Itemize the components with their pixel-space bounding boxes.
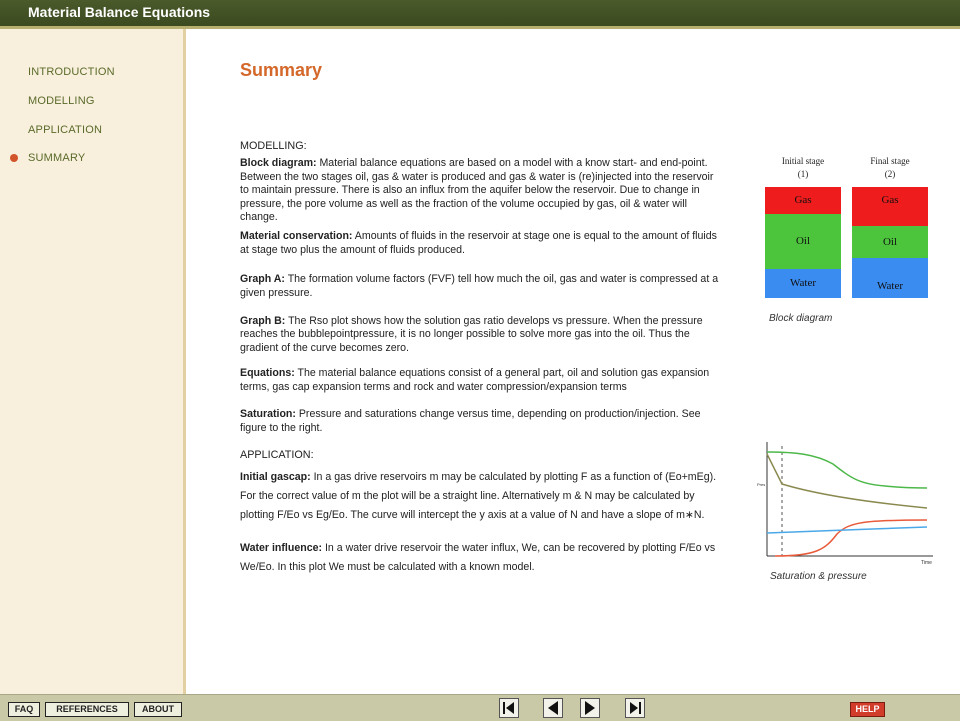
block-text: Material balance equations are based on a model with a know start- and end-point. Between the two stages oil, gas & water is produced and gas & water is (re)injected into the reservoir to maintain pressure. There is also an influx from the aquifer below the reservoir. Due to change in pressure, the pore volume as well as the fraction of the volume occupied by gas, oil & water will change. <box>240 157 714 224</box>
bottom-toolbar <box>0 694 960 721</box>
graph-a-paragraph <box>240 273 720 300</box>
title-bar <box>0 0 960 29</box>
water-influence-paragraph <box>240 539 720 577</box>
conservation-text: Amounts of fluids in the reservoir at stage one is equal to the amount of fluids at stage two plus the amount of fluids produced. <box>240 230 717 256</box>
conservation-term: Material conservation: <box>240 230 353 243</box>
gascap-paragraph <box>240 468 720 525</box>
block-diagram-caption: Block diagram <box>769 313 833 324</box>
last-page-button[interactable] <box>625 698 645 718</box>
sidebar-nav <box>0 29 186 694</box>
initial-oil-block: Oil <box>765 214 841 269</box>
final-stage-label: Final stage <box>870 156 910 166</box>
help-button[interactable]: HELP <box>850 702 885 717</box>
final-stage-number: (2) <box>884 169 896 179</box>
block-diagram-paragraph <box>240 157 720 224</box>
pressure-axis-label: Pres <box>757 482 766 487</box>
about-button[interactable]: ABOUT <box>134 702 182 717</box>
saturation-pressure-chart <box>755 438 935 568</box>
summary-text <box>240 140 720 577</box>
oil-saturation-curve <box>767 452 927 488</box>
graph-b-paragraph <box>240 315 720 355</box>
active-item-dot <box>10 154 18 162</box>
saturation-term: Saturation: <box>240 408 296 421</box>
conservation-paragraph <box>240 230 720 257</box>
gascap-text: In a gas drive reservoirs m may be calculated by plotting F as a function of (Eo+mEg). For the correct value of m the plot will be a straight line. Alternatively m & N may be calculated by plotting F/Eo vs Eg/Eo. The curve will intercept the y axis at a value of N and have a slope of m∗N. <box>240 471 717 522</box>
modelling-heading: MODELLING: <box>240 140 307 152</box>
initial-gas-block: Gas <box>765 187 841 214</box>
equations-text: The material balance equations consist of a general part, oil and solution gas expansion terms, gas cap expansion terms and rock and water compression/expansion terms <box>240 367 710 393</box>
references-button[interactable]: REFERENCES <box>45 702 129 717</box>
water-influence-text: In a water drive reservoir the water influx, We, can be recovered by plotting F/Eo vs We/Eo. In this plot We must be calculated with a known model. <box>240 542 716 574</box>
saturation-paragraph <box>240 408 720 435</box>
first-page-icon <box>500 699 518 717</box>
pressure-curve <box>767 454 927 508</box>
graph-b-text: The Rso plot shows how the solution gas ratio develops vs pressure. When the pressure reaches the bubblepointpressure, it is no longer possible to solve more gas into the oil. Thus the gradient of the curve becomes zero. <box>240 315 703 354</box>
saturation-caption: Saturation & pressure <box>770 571 867 582</box>
sidebar-item-application[interactable]: APPLICATION <box>28 124 103 136</box>
previous-page-button[interactable] <box>543 698 563 718</box>
water-influence-term: Water influence: <box>240 542 323 555</box>
final-oil-block: Oil <box>852 226 928 258</box>
graph-a-term: Graph A: <box>240 273 285 286</box>
final-water-block: Water <box>852 258 928 298</box>
sidebar-item-modelling[interactable]: MODELLING <box>28 95 95 107</box>
application-heading: APPLICATION: <box>240 448 314 461</box>
page-title: Summary <box>240 60 323 80</box>
graph-b-term: Graph B: <box>240 315 286 328</box>
graph-a-text: The formation volume factors (FVF) tell how much the oil, gas and water is compressed at a given pressure. <box>240 273 719 299</box>
block-term: Block diagram: <box>240 157 317 170</box>
initial-stage-number: (1) <box>797 169 809 179</box>
equations-paragraph <box>240 367 720 394</box>
first-page-button[interactable] <box>499 698 519 718</box>
sidebar-item-summary[interactable]: SUMMARY <box>28 152 86 164</box>
initial-stage-label: Initial stage <box>781 156 825 166</box>
initial-water-block: Water <box>765 269 841 298</box>
sidebar-item-introduction[interactable]: INTRODUCTION <box>28 66 115 78</box>
gas-saturation-curve <box>775 520 927 556</box>
saturation-text: Pressure and saturations change versus time, depending on production/injection. See figure to the right. <box>240 408 701 434</box>
app-title: Material Balance Equations <box>28 4 211 20</box>
faq-button[interactable]: FAQ <box>8 702 40 717</box>
next-arrow-icon <box>581 699 599 717</box>
gascap-term: Initial gascap: <box>240 471 311 484</box>
final-gas-block: Gas <box>852 187 928 226</box>
equations-term: Equations: <box>240 367 295 380</box>
next-page-button[interactable] <box>580 698 600 718</box>
previous-arrow-icon <box>544 699 562 717</box>
time-axis-label: Time <box>921 560 932 566</box>
last-page-icon <box>626 699 644 717</box>
